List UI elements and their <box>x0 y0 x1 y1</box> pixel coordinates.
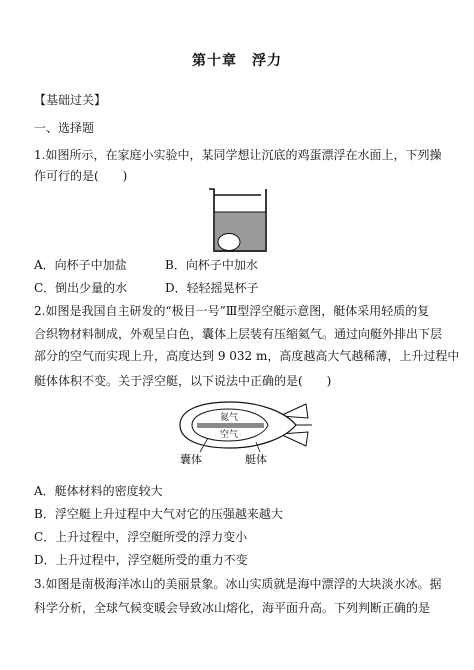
q3-stem-line1: 3.如图是南极海洋冰山的美丽景象。冰山实质就是海中漂浮的大块淡水冰。据 <box>34 577 442 591</box>
bag-label: 囊体 <box>180 453 202 466</box>
q3-stem-line2: 科学分析，全球气候变暖会导致冰山熔化，海平面升高。下列判断正确的是 <box>34 601 431 615</box>
q1-stem-line2: 作可行的是( ) <box>34 169 128 183</box>
airship-figure <box>160 394 320 458</box>
section-tag: 【基础过关】 <box>34 93 107 107</box>
beaker-egg-figure <box>205 185 275 255</box>
hull-label: 艇体 <box>245 453 267 466</box>
page-title: 第十章 浮力 <box>192 53 282 69</box>
q2-stem-line3: 部分的空气而实现上升，高度达到 9 032 m，高度越高大气越稀薄，上升过程中 <box>34 349 460 363</box>
q1-option-d: D．轻轻摇晃杯子 <box>165 281 259 295</box>
q2-option-c: C．上升过程中，浮空艇所受的浮力变小 <box>34 530 248 544</box>
divider-band <box>197 423 264 428</box>
section-heading: 一、选择题 <box>34 121 95 135</box>
q1-option-a: A．向杯子中加盐 <box>34 258 127 272</box>
q2-stem-line1: 2.如图是我国自主研发的“极目一号”Ⅲ型浮空艇示意图，艇体采用轻质的复 <box>34 304 430 318</box>
helium-label: 氦气 <box>220 413 239 423</box>
air-label: 空气 <box>220 430 239 440</box>
q2-option-d: D．上升过程中，浮空艇所受的重力不变 <box>34 553 248 567</box>
q2-option-a: A．艇体材料的密度较大 <box>34 484 163 498</box>
q2-option-b: B．浮空艇上升过程中大气对它的压强越来越大 <box>34 507 283 521</box>
q1-option-c: C．倒出少量的水 <box>34 281 128 295</box>
q1-option-b: B．向杯子中加水 <box>165 258 258 272</box>
q2-stem-line2: 合织物材料制成，外观呈白色，囊体上层装有压缩氦气。通过向艇外排出下层 <box>34 327 443 341</box>
egg-shape <box>218 234 240 251</box>
q1-stem-line1: 1.如图所示，在家庭小实验中，某同学想让沉底的鸡蛋漂浮在水面上，下列操 <box>34 148 442 162</box>
q2-stem-line4: 艇体体积不变。关于浮空艇，以下说法中正确的是( ) <box>34 374 332 388</box>
